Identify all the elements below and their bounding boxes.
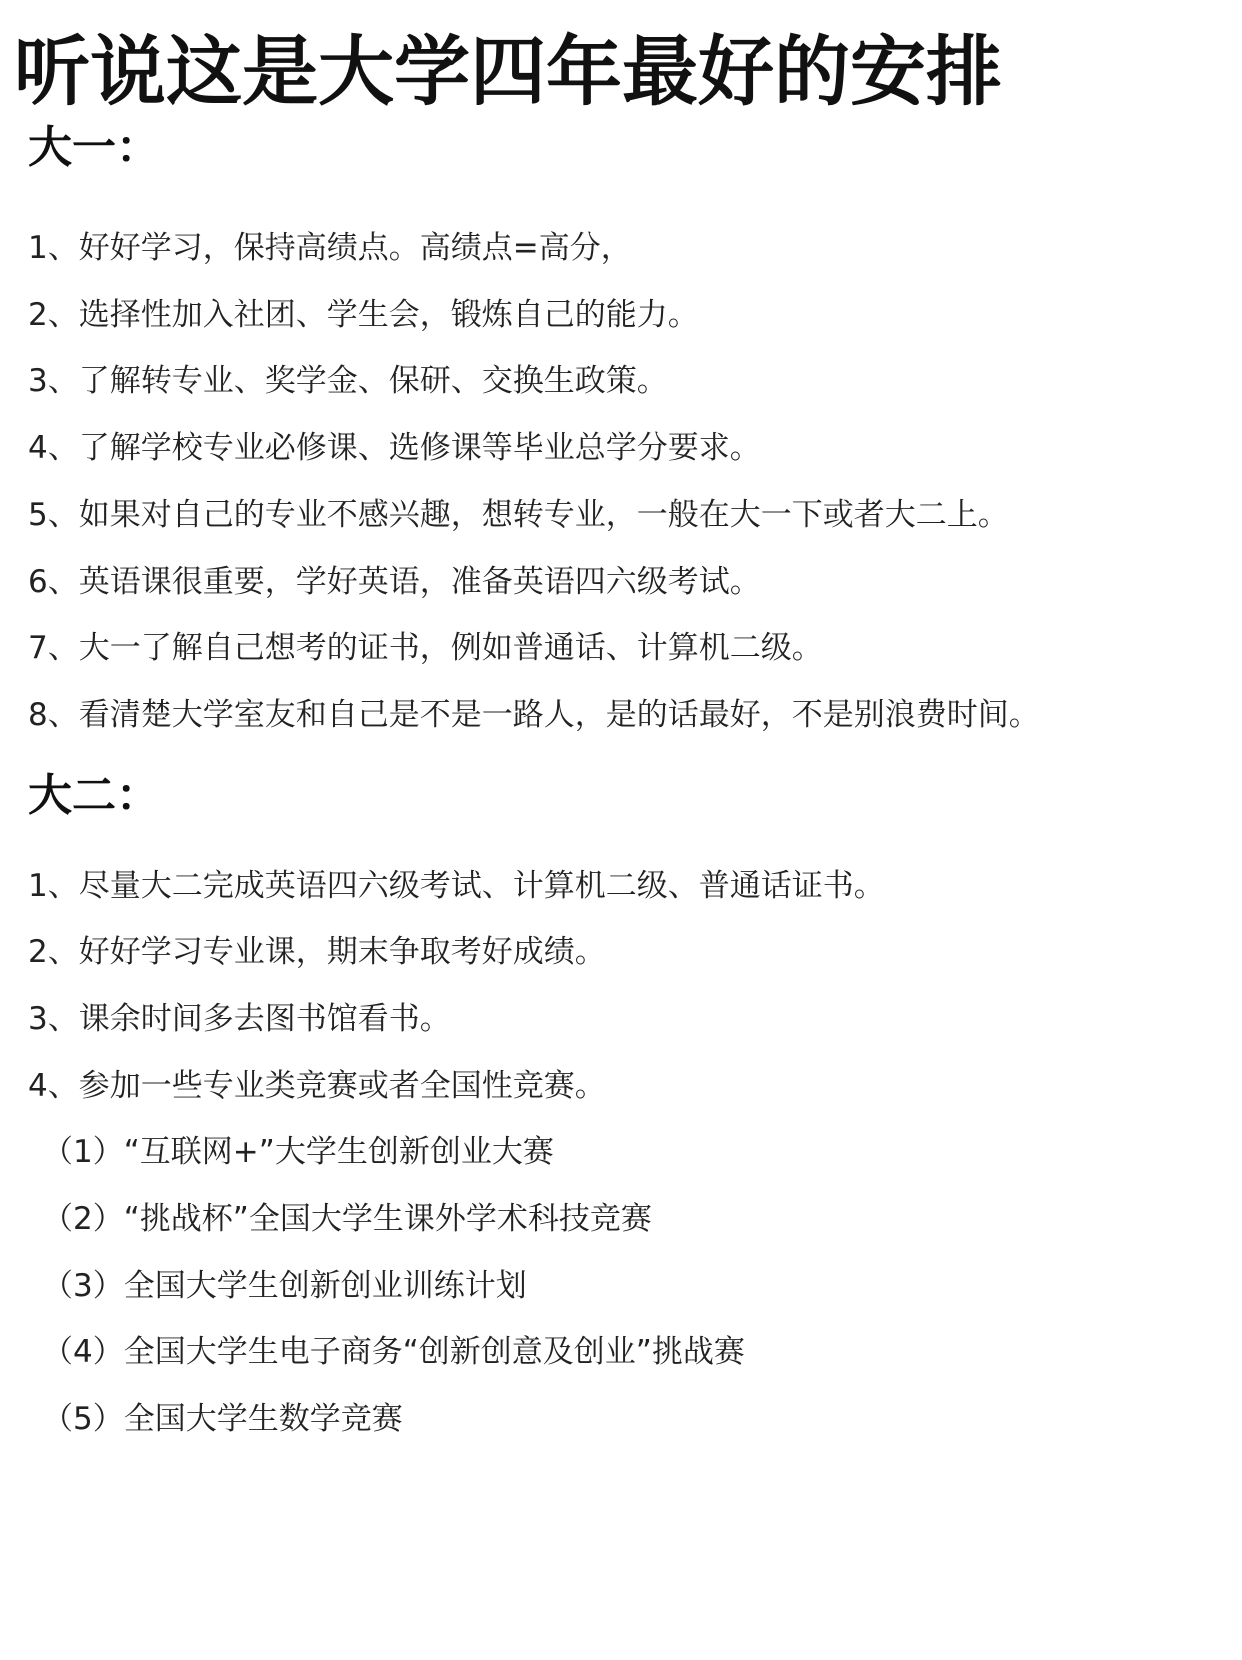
competition-item-5: （5）全国大学生数学竞赛 — [42, 1401, 403, 1437]
year2-item-4: 4、参加一些专业类竞赛或者全国性竞赛。 — [28, 1068, 606, 1104]
year2-item-3: 3、课余时间多去图书馆看书。 — [28, 1001, 451, 1037]
year1-item-1: 1、好好学习，保持高绩点。高绩点=高分， — [28, 230, 632, 266]
year1-item-7: 7、大一了解自己想考的证书，例如普通话、计算机二级。 — [28, 630, 823, 666]
year2-item-2: 2、好好学习专业课，期末争取考好成绩。 — [28, 934, 606, 970]
competition-item-4: （4）全国大学生电子商务“创新创意及创业”挑战赛 — [42, 1334, 745, 1370]
year1-item-5: 5、如果对自己的专业不感兴趣，想转专业，一般在大一下或者大二上。 — [28, 497, 1009, 533]
year2-item-1: 1、尽量大二完成英语四六级考试、计算机二级、普通话证书。 — [28, 868, 885, 904]
year1-item-4: 4、了解学校专业必修课、选修课等毕业总学分要求。 — [28, 430, 761, 466]
year1-item-3: 3、了解转专业、奖学金、保研、交换生政策。 — [28, 363, 668, 399]
competition-item-3: （3）全国大学生创新创业训练计划 — [42, 1268, 527, 1304]
year1-item-6: 6、英语课很重要，学好英语，准备英语四六级考试。 — [28, 564, 761, 600]
section-heading-year2: 大二： — [28, 770, 160, 821]
page-title: 听说这是大学四年最好的安排 — [14, 27, 1002, 116]
year1-item-2: 2、选择性加入社团、学生会，锻炼自己的能力。 — [28, 297, 699, 333]
competition-item-2: （2）“挑战杯”全国大学生课外学术科技竞赛 — [42, 1201, 652, 1237]
competition-item-1: （1）“互联网+”大学生创新创业大赛 — [42, 1134, 554, 1170]
year1-item-8: 8、看清楚大学室友和自己是不是一路人，是的话最好，不是别浪费时间。 — [28, 697, 1040, 733]
section-heading-year1: 大一： — [28, 122, 160, 173]
